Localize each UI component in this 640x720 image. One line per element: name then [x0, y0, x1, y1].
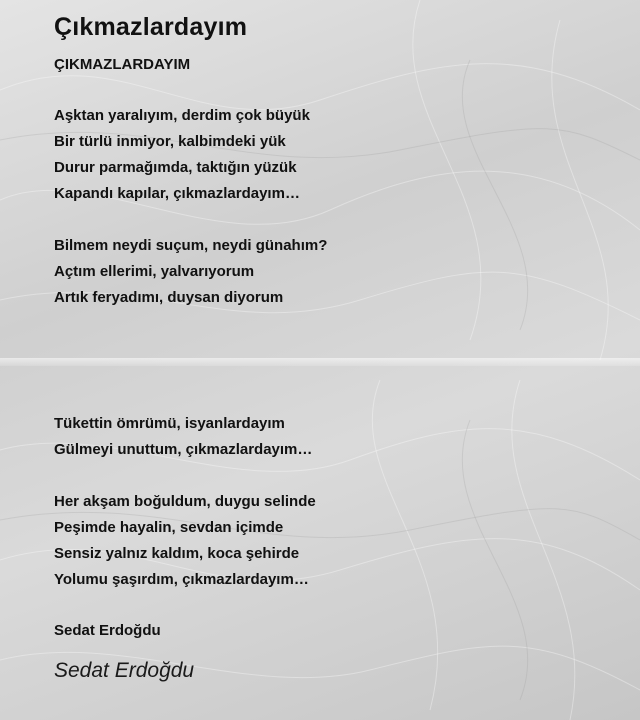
page-title: Çıkmazlardayım — [54, 13, 248, 41]
stanza-3 — [54, 411, 312, 463]
stanza-4 — [54, 489, 316, 593]
poem-line: Bir türlü inmiyor, kalbimdeki yük — [54, 133, 286, 150]
poem-line: Peşimde hayalin, sevdan içimde — [54, 519, 284, 536]
poem-line: Artık feryadımı, duysan diyorum — [54, 289, 284, 306]
poem-line: Yolumu şaşırdım, çıkmazlardayım… — [54, 571, 309, 588]
poem-author: Sedat Erdoğdu — [54, 622, 161, 639]
poem-line: Kapandı kapılar, çıkmazlardayım… — [54, 185, 300, 202]
poem-line: Durur parmağımda, taktığın yüzük — [54, 159, 297, 176]
poem-line: Tükettin ömrümü, isyanlardayım — [54, 415, 285, 432]
poem-line: Aşktan yaralıyım, derdim çok büyük — [54, 107, 310, 124]
author-signature: Sedat Erdoğdu — [54, 659, 195, 682]
poem-subtitle: ÇIKMAZLARDAYIM — [54, 56, 191, 73]
stanza-1 — [54, 103, 310, 207]
stanza-2 — [54, 233, 327, 311]
divider-band — [0, 358, 640, 366]
poem-line: Açtım ellerimi, yalvarıyorum — [54, 263, 255, 280]
poem-line: Sensiz yalnız kaldım, koca şehirde — [54, 545, 300, 562]
poem-line: Her akşam boğuldum, duygu selinde — [54, 493, 316, 510]
poem-line: Bilmem neydi suçum, neydi günahım? — [54, 237, 328, 254]
poem-line: Gülmeyi unuttum, çıkmazlardayım… — [54, 441, 313, 458]
